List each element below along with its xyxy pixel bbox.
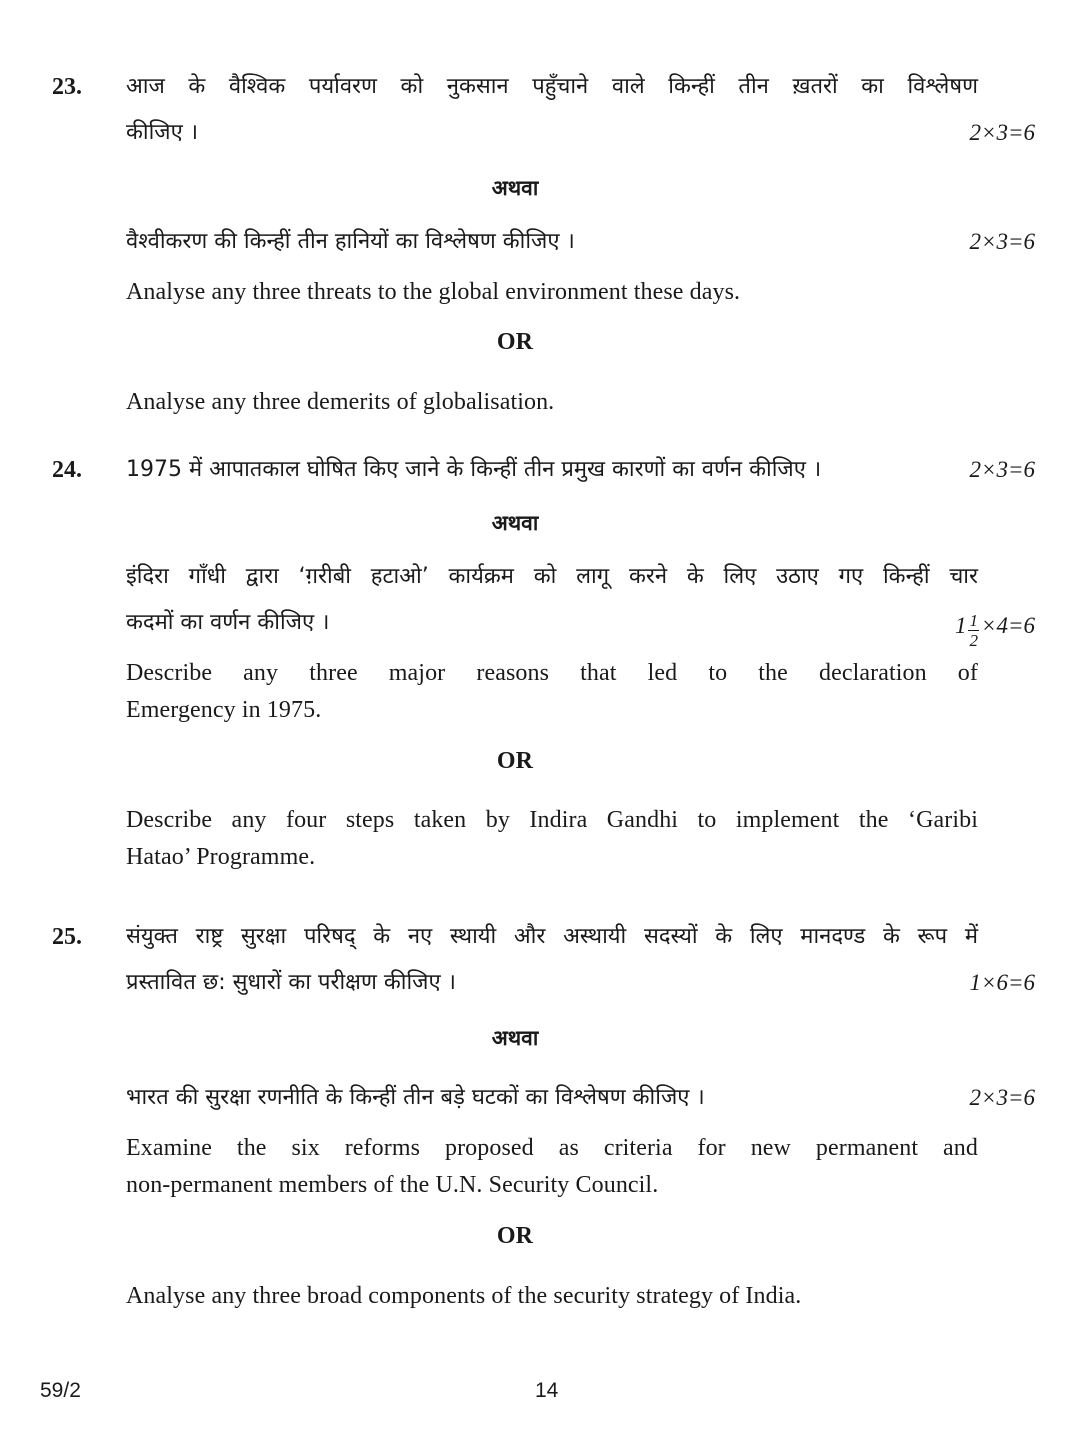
alternative-question-english: Analyse any three demerits of globalisation. [126, 389, 555, 415]
marks-label-fraction [954, 608, 1035, 650]
marks-label: 2×3=6 [969, 229, 1035, 254]
question-text-hindi: आज के वैश्विक पर्यावरण को नुकसान पहुँचाने वाले किन्हीं तीन ख़तरों का विश्लेषण [126, 74, 978, 99]
page-number: 14 [535, 1379, 559, 1402]
question-text-english: Describe any three major reasons that led to the declaration of [126, 660, 978, 686]
question-text-english: Emergency in 1975. [126, 697, 322, 723]
alternative-question-hindi: कदमों का वर्णन कीजिए । [126, 610, 330, 635]
marks-label: 2×3=6 [969, 457, 1035, 482]
or-separator-english: OR [496, 329, 534, 355]
marks-label: 2×3=6 [969, 120, 1035, 145]
or-separator-hindi: अथवा [491, 511, 539, 535]
alternative-question-english: Hatao’ Programme. [126, 844, 316, 870]
question-text-hindi: कीजिए । [126, 120, 199, 145]
alternative-question-hindi: वैश्वीकरण की किन्हीं तीन हानियों का विश्लेषण कीजिए । [126, 229, 575, 254]
question-text-english: Analyse any three threats to the global environment these days. [126, 279, 741, 305]
marks-label: 2×3=6 [969, 1085, 1035, 1110]
marks-whole: 1 [954, 612, 967, 638]
marks-label: 1×6=6 [969, 970, 1035, 995]
marks-rest: ×4=6 [980, 612, 1035, 638]
question-text-english: non-permanent members of the U.N. Security Council. [126, 1172, 659, 1198]
alternative-question-english: Describe any four steps taken by Indira Gandhi to implement the ‘Garibi [126, 807, 978, 833]
question-text-hindi: संयुक्त राष्ट्र सुरक्षा परिषद् के नए स्थायी और अस्थायी सदस्यों के लिए मानदण्ड के रूप में [126, 924, 978, 949]
or-separator-hindi: अथवा [491, 1026, 539, 1050]
fraction [968, 611, 979, 650]
question-text-hindi: प्रस्तावित छ: सुधारों का परीक्षण कीजिए । [126, 970, 456, 995]
question-number: 25. [52, 924, 82, 950]
or-separator-english: OR [496, 748, 534, 774]
question-number: 24. [52, 457, 82, 483]
question-text-english: Examine the six reforms proposed as criteria for new permanent and [126, 1135, 978, 1161]
alternative-question-hindi: भारत की सुरक्षा रणनीति के किन्हीं तीन बड़े घटकों का विश्लेषण कीजिए । [126, 1085, 705, 1110]
question-number: 23. [52, 74, 82, 100]
paper-code: 59/2 [40, 1379, 81, 1402]
alternative-question-hindi: इंदिरा गाँधी द्वारा ‘ग़रीबी हटाओ’ कार्यक्रम को लागू करने के लिए उठाए गए किन्हीं चार [126, 564, 978, 589]
fraction-numerator: 1 [969, 611, 978, 630]
fraction-denominator: 2 [969, 631, 978, 650]
alternative-question-english: Analyse any three broad components of the security strategy of India. [126, 1283, 802, 1309]
or-separator-hindi: अथवा [491, 176, 539, 200]
question-text-hindi: 1975 में आपातकाल घोषित किए जाने के किन्हीं तीन प्रमुख कारणों का वर्णन कीजिए । [126, 457, 822, 482]
or-separator-english: OR [496, 1223, 534, 1249]
